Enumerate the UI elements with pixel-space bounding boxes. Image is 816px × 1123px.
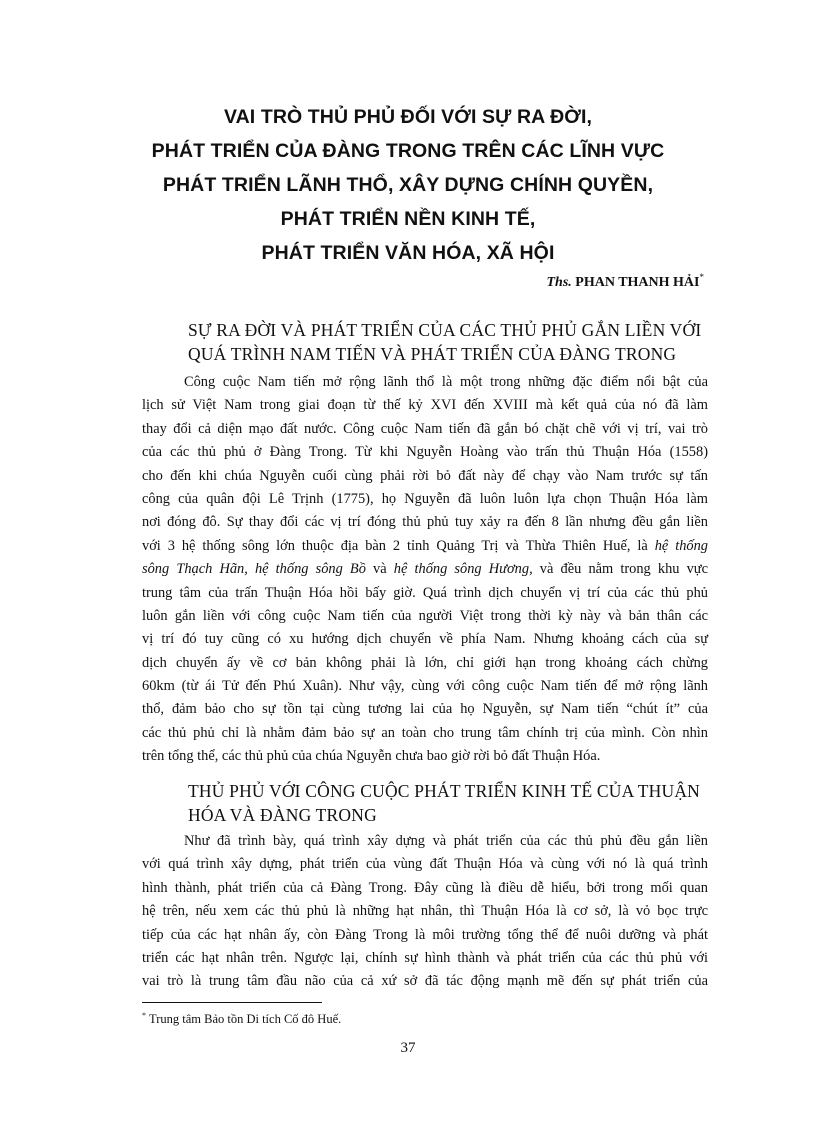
paragraph-line: thay đổi cả diện mạo đất nước. Công cuộc Nam tiến đã gắn bó chặt chẽ với vị trí, vai trò: [142, 420, 708, 437]
paragraph-line: triển các hạt nhân trên. Ngược lại, chính sự hình thành và phát triển của các thủ phủ với: [142, 949, 708, 966]
paragraph-line: vai trò là trung tâm đầu não của cả xứ sở đã tác động mạnh mẽ đến sự phát triển của: [142, 973, 708, 990]
title-line: PHÁT TRIỂN CỦA ĐÀNG TRONG TRÊN CÁC LĨNH VỰC: [151, 140, 665, 162]
paragraph-line: vị trí đó tuy cũng có xu hướng dịch chuyển về phía Nam. Nhưng khoảng cách của sự: [142, 631, 708, 648]
section-heading-1: [188, 318, 708, 366]
heading-line: SỰ RA ĐỜI VÀ PHÁT TRIỂN CỦA CÁC THỦ PHỦ GẮN LIỀN VỚI: [188, 320, 702, 340]
title-line: PHÁT TRIỂN LÃNH THỔ, XÂY DỰNG CHÍNH QUYỀN,: [162, 174, 654, 196]
paragraph-line: với quá trình xây dựng, phát triển của vùng đất Thuận Hóa và cùng với nó là quá trình: [142, 856, 708, 873]
paragraph-line: trên tổng thể, các thủ phủ của chúa Nguyễn chưa bao giờ rời bỏ đất Thuận Hóa.: [142, 748, 601, 765]
line-text: với 3 hệ thống sông lớn thuộc địa bàn 2 tỉnh Quảng Trị và Thừa Thiên Huế, là: [142, 537, 648, 554]
line-text: và đều nằm trong khu vực: [532, 561, 708, 578]
italic-river-names: hệ thống sông Hương,: [393, 561, 533, 578]
paragraph-line: tiếp của các hạt nhân ấy, còn Đàng Trong là môi trường tổng thể để nuôi dưỡng và phát: [142, 926, 708, 943]
article-title: [120, 100, 696, 270]
paragraph-line: hình thành, phát triển của cả Đàng Trong. Đây cũng là điều dễ hiểu, bởi trong mối quan: [142, 879, 708, 896]
section-heading-2: [188, 779, 708, 827]
author-name: PHAN THANH HẢI: [575, 275, 700, 290]
author-degree: Ths.: [546, 275, 572, 290]
section-2-paragraph: [142, 830, 708, 994]
line-text: và: [365, 561, 394, 578]
paragraph-line-mixed: [142, 558, 708, 581]
paragraph-line: các thủ phủ chỉ là nhằm đảm bảo sự an toàn cho trung tâm chính trị của mình. Còn nhìn: [142, 724, 708, 741]
title-line: PHÁT TRIỂN VĂN HÓA, XÃ HỘI: [261, 242, 555, 264]
paragraph-line: 60km (từ ái Tử đến Phú Xuân). Như vậy, cùng với công cuộc Nam tiến để mở rộng lãnh: [142, 678, 708, 695]
footnote: [142, 1011, 341, 1027]
paragraph-line: cho đến khi chúa Nguyễn cuối cùng phải rời bỏ đất này để chạy vào Nam trước sự tấn: [142, 467, 708, 484]
paragraph-line: Như đã trình bày, quá trình xây dựng và phát triển của các thủ phủ đều gắn liền: [184, 833, 708, 849]
paragraph-line: luôn gắn liền với công cuộc Nam tiến của người Việt trong thời kỳ này và bản thân các: [142, 607, 708, 624]
footnote-divider: [142, 1002, 322, 1003]
paragraph-line: hệ trên, nếu xem các thủ phủ là những hạt nhân, thì Thuận Hóa là cơ sở, là vỏ bọc trực: [142, 903, 708, 920]
paragraph-line: trung tâm của trấn Thuận Hóa hồi bấy giờ. Quá trình dịch chuyển vị trí của các thủ phủ: [142, 584, 708, 601]
paragraph-line: Công cuộc Nam tiến mở rộng lãnh thổ là một trong những đặc điểm nổi bật của: [184, 374, 708, 390]
page-number: 37: [400, 1040, 416, 1056]
italic-river-system: hệ thống: [654, 537, 708, 554]
paragraph-line: nơi đóng đô. Sự thay đổi các vị trí đóng thủ phủ tuy xảy ra đến 8 lần nhưng đều gắn liền: [142, 514, 708, 531]
paragraph-line-mixed: [142, 535, 708, 558]
paragraph-line: dịch chuyển ấy về cơ bản không phải là lớn, chỉ giới hạn trong khoảng cách chừng: [142, 654, 708, 671]
title-line: PHÁT TRIỂN NỀN KINH TẾ,: [280, 208, 536, 230]
author-byline: [547, 272, 705, 291]
section-1-paragraph: [142, 371, 708, 769]
footnote-text: Trung tâm Bảo tồn Di tích Cố đô Huế.: [149, 1012, 342, 1026]
heading-line: THỦ PHỦ VỚI CÔNG CUỘC PHÁT TRIỂN KINH TẾ CỦA THUẬN: [188, 781, 701, 801]
italic-river-names: sông Thạch Hãn, hệ thống sông Bồ: [142, 561, 366, 578]
footnote-mark: *: [142, 1011, 146, 1020]
author-footnote-mark: *: [699, 272, 704, 282]
paragraph-line: lịch sử Việt Nam trong giai đoạn từ thế kỷ XVI đến XVIII mà kết quả của nó đã làm: [142, 397, 708, 414]
paragraph-line: của các thủ phủ ở Đàng Trong. Từ khi Nguyễn Hoàng vào trấn thủ Thuận Hóa (1558): [142, 444, 708, 461]
heading-line: QUÁ TRÌNH NAM TIẾN VÀ PHÁT TRIỂN CỦA ĐÀNG TRONG: [188, 344, 677, 364]
title-line: VAI TRÒ THỦ PHỦ ĐỐI VỚI SỰ RA ĐỜI,: [223, 106, 593, 128]
paragraph-line: thổ, đảm bảo cho sự tồn tại cùng tương lai của họ Nguyễn, sự Nam tiến “chút ít” của: [142, 701, 708, 718]
heading-line: HÓA VÀ ĐÀNG TRONG: [188, 805, 377, 825]
paragraph-line: công của quân đội Lê Trịnh (1775), họ Nguyễn đã luôn luôn lựa chọn Thuận Hóa làm: [142, 490, 708, 507]
